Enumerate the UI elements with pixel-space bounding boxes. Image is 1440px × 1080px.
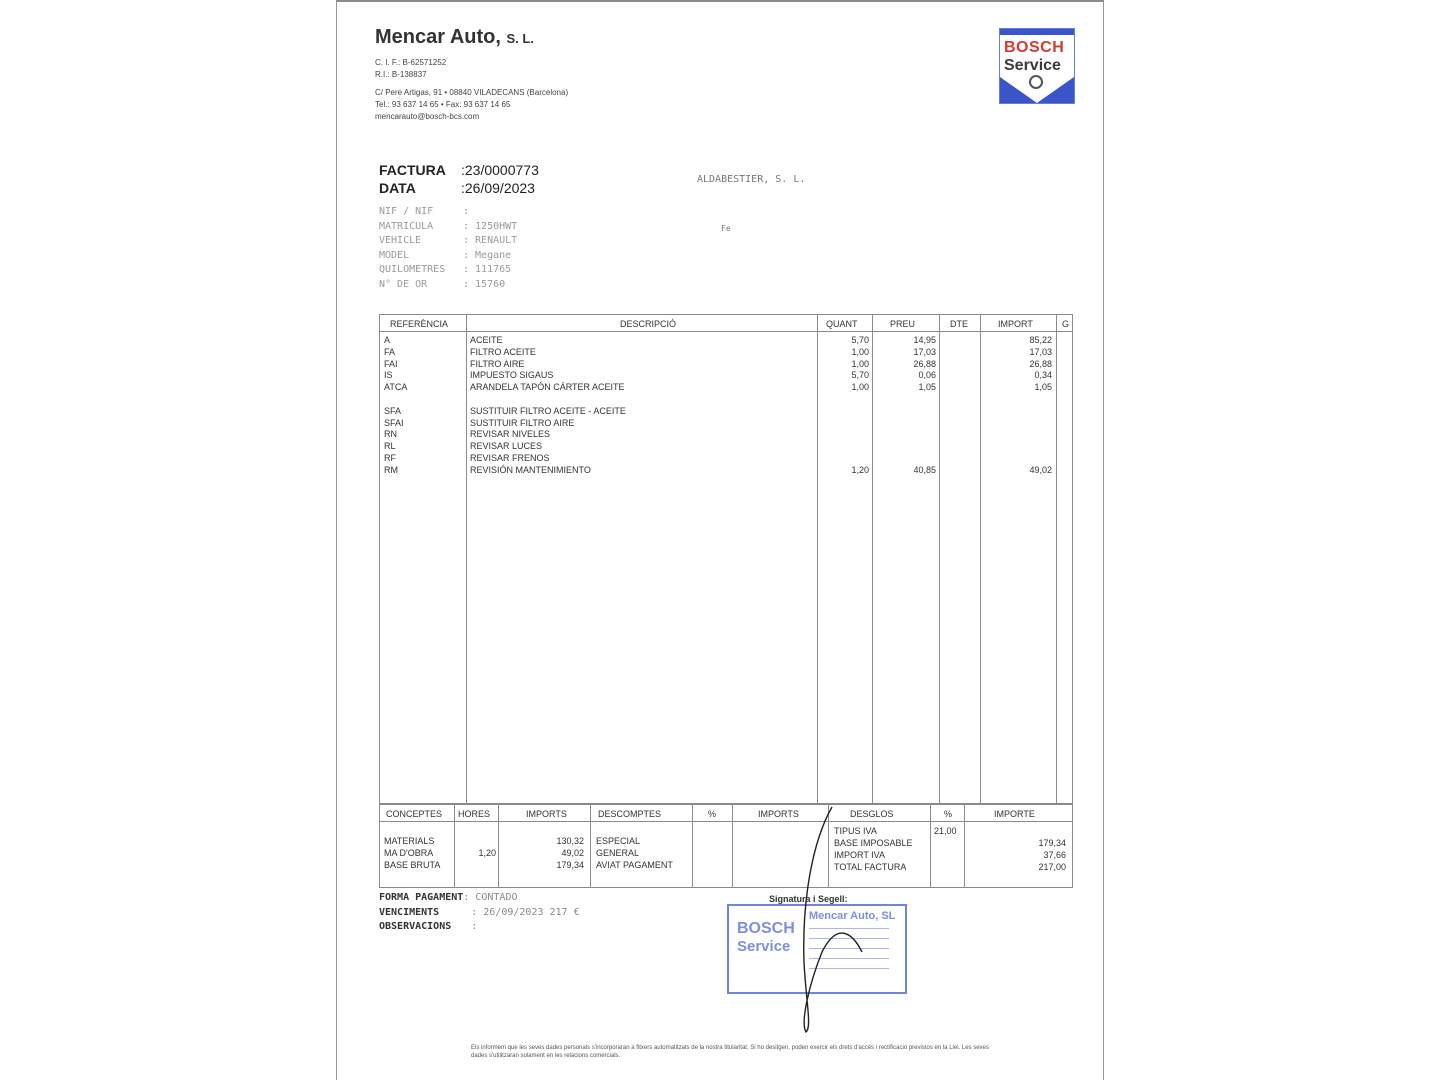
concepte-base-bruta: BASE BRUTA <box>384 860 441 870</box>
bosch-service-logo <box>999 28 1075 104</box>
item-import: 17,03 <box>1029 346 1052 357</box>
company-suffix: S. L. <box>506 31 534 46</box>
signature-label: Signatura i Segell: <box>769 894 848 904</box>
vehicle-label: NIF / NIF <box>379 206 434 217</box>
conceptes-list <box>384 835 440 871</box>
item-ref: SFA <box>384 405 402 416</box>
stamp-service: Service <box>737 938 791 955</box>
item-desc: SUSTITUIR FILTRO AIRE <box>470 417 575 428</box>
vehicle-value: : 111765 <box>463 264 512 276</box>
forma-label: FORMA PAGAMENT <box>379 892 464 903</box>
company-address: C/ Pere Artigas, 91 • 08840 VILADECANS (Barcelona) <box>375 88 569 97</box>
item-price: 40,85 <box>913 464 936 475</box>
item-qty: 1,00 <box>851 358 869 369</box>
importe-base: 179,34 <box>1038 838 1066 848</box>
vehicle-row <box>379 279 505 290</box>
item-ref: RL <box>384 441 396 452</box>
iva-pct: 21,00 <box>934 826 957 836</box>
invoice-page <box>336 0 1104 1080</box>
vehicle-value: : <box>463 206 470 217</box>
item-price: 17,03 <box>913 346 936 357</box>
logo-stripe <box>1000 29 1074 35</box>
col-divider <box>817 315 818 803</box>
descompte-general: GENERAL <box>596 848 640 858</box>
item-import: 1,05 <box>1034 382 1052 393</box>
item-desc: IMPUESTO SIGAUS <box>470 370 554 381</box>
payment-obs <box>379 921 477 932</box>
company-cif: C. I. F.: B-62571252 <box>375 58 447 67</box>
item-desc: ACEITE <box>470 335 503 345</box>
company-phone: Tel.: 93 637 14 65 • Fax: 93 637 14 65 <box>375 100 511 109</box>
vehicle-row <box>379 206 469 217</box>
item-price: 1,05 <box>918 382 936 393</box>
importe-list <box>980 837 1066 873</box>
tot-header-importe: IMPORTE <box>994 809 1035 819</box>
item-qty: 1,20 <box>851 464 869 475</box>
desglos-import-iva: IMPORT IVA <box>834 850 886 860</box>
vehicle-row <box>379 250 511 261</box>
import-materials: 130,32 <box>556 836 584 846</box>
tot-header-desglos: DESGLOS <box>850 809 894 819</box>
vehicle-row <box>379 264 511 275</box>
import-ma-obra: 49,02 <box>561 848 584 858</box>
item-qty: 5,70 <box>851 335 869 345</box>
col-divider <box>872 315 873 803</box>
tot-header-descomptes: DESCOMPTES <box>598 809 662 819</box>
tot-header-imports: IMPORTS <box>526 809 567 819</box>
item-ref: IS <box>384 370 393 381</box>
item-import: 49,02 <box>1029 464 1052 475</box>
item-desc: REVISAR NIVELES <box>470 429 551 440</box>
obs-value: : <box>471 921 478 932</box>
table-header-divider <box>380 331 1072 332</box>
client-field: Fe <box>721 224 731 233</box>
tot-divider <box>732 805 733 887</box>
data-value: :26/09/2023 <box>461 180 535 196</box>
vehicle-value: : RENAULT <box>463 235 518 247</box>
totals-header-divider <box>380 821 1072 822</box>
item-ref: RM <box>384 464 398 475</box>
item-ref: A <box>384 335 391 345</box>
company-email: mencarauto@bosch-bcs.com <box>375 112 480 121</box>
vehicle-label: VEHICLE <box>379 235 422 247</box>
logo-emblem-icon <box>1029 75 1043 89</box>
header-import: IMPORT <box>998 319 1033 329</box>
vehicle-row <box>379 221 517 232</box>
item-desc: REVISAR LUCES <box>470 441 543 452</box>
venc-label: VENCIMENTS <box>379 907 440 918</box>
payment-forma <box>379 892 517 903</box>
tot-divider <box>590 805 591 887</box>
concepte-materials: MATERIALS <box>384 836 435 846</box>
item-ref: FA <box>384 346 396 357</box>
logo-brand: BOSCH <box>1004 39 1065 56</box>
item-ref: ATCA <box>384 382 408 393</box>
vehicle-label: N° DE OR <box>379 279 428 290</box>
vehicle-label: MODEL <box>379 249 410 261</box>
header-qty: QUANT <box>826 319 858 329</box>
item-desc: REVISAR FRENOS <box>470 453 550 463</box>
item-desc: ARANDELA TAPÓN CÁRTER ACEITE <box>470 382 625 393</box>
item-price: 14,95 <box>913 335 936 345</box>
vehicle-value: : 15760 <box>463 279 506 290</box>
item-ref: RN <box>384 429 397 440</box>
item-price: 0,06 <box>918 370 936 381</box>
handwritten-signature <box>792 802 872 1042</box>
tot-header-pct2: % <box>944 809 953 819</box>
importe-iva: 37,66 <box>1043 850 1066 860</box>
factura-value: :23/0000773 <box>461 162 539 178</box>
logo-service: Service <box>1004 57 1061 74</box>
imports-list <box>502 835 584 871</box>
header-dte: DTE <box>950 319 968 329</box>
vehicle-value: : Megane <box>463 249 512 261</box>
stamp-brand: BOSCH <box>737 920 795 937</box>
header-ref: REFERÈNCIA <box>390 319 449 329</box>
obs-label: OBSERVACIONS <box>379 921 452 932</box>
item-ref: FAI <box>384 358 398 369</box>
concepte-ma-obra: MA D'OBRA <box>384 848 434 858</box>
col-divider <box>1056 315 1057 803</box>
item-desc: REVISIÓN MANTENIMIENTO <box>470 464 591 475</box>
venc-value: : 26/09/2023 217 € <box>471 907 580 918</box>
vehicle-value: : 1250HWT <box>463 220 518 232</box>
legal-footer: Els informem que les seves dades personals s'incorporaran a fitxers automatitzats de la nostra titularitat. Si ho desitgen, poden exercir els drets d'accés i rectificació previstos en la Llei. Les seves dades s'utilitzaran solament en les relacions comercials. <box>471 1045 989 1059</box>
header-price: PREU <box>890 319 916 329</box>
item-qty: 5,70 <box>851 370 869 381</box>
totals-table <box>379 804 1073 888</box>
col-divider <box>939 315 940 803</box>
tot-divider <box>964 805 965 887</box>
vehicle-row <box>379 235 517 246</box>
tot-header-conceptes: CONCEPTES <box>386 809 443 819</box>
desglos-total: TOTAL FACTURA <box>834 862 907 872</box>
item-qty: 1,00 <box>851 346 869 357</box>
item-price: 26,88 <box>913 358 936 369</box>
data-label: DATA <box>379 180 416 196</box>
item-desc: SUSTITUIR FILTRO ACEITE - ACEITE <box>470 405 626 416</box>
tot-divider <box>498 805 499 887</box>
importe-total: 217,00 <box>1038 862 1066 872</box>
vehicle-label: QUILOMETRES <box>379 264 446 276</box>
import-base-bruta: 179,34 <box>556 860 584 870</box>
item-import: 85,22 <box>1029 335 1052 345</box>
stamp-name: Mencar Auto, SL <box>809 910 896 922</box>
item-qty: 1,00 <box>851 382 869 393</box>
tot-divider <box>454 805 455 887</box>
header-desc: DESCRIPCIÓ <box>620 319 677 329</box>
tot-header-hores: HORES <box>458 809 491 819</box>
tot-header-pct: % <box>708 809 717 819</box>
descompte-aviat: AVIAT PAGAMENT <box>596 860 673 870</box>
forma-value: : CONTADO <box>463 892 518 903</box>
col-divider <box>980 315 981 803</box>
header-extra: G <box>1062 319 1070 329</box>
item-ref: SFAI <box>384 417 404 428</box>
tot-divider <box>692 805 693 887</box>
descompte-especial: ESPECIAL <box>596 836 641 846</box>
tot-header-imports2: IMPORTS <box>758 809 799 819</box>
tot-divider <box>930 805 931 887</box>
vehicle-label: MATRICULA <box>379 220 434 232</box>
item-desc: FILTRO AIRE <box>470 358 525 369</box>
item-ref: RF <box>384 453 396 463</box>
payment-venc <box>379 907 580 918</box>
item-desc: FILTRO ACEITE <box>470 346 536 357</box>
client-name: ALDABESTIER, S. L. <box>697 174 806 185</box>
company-name-text: Mencar Auto, <box>375 26 501 48</box>
descomptes-list <box>596 835 673 871</box>
item-import: 26,88 <box>1029 358 1052 369</box>
hores-value: 1,20 <box>478 848 496 858</box>
col-divider <box>466 315 467 803</box>
desglos-base: BASE IMPOSABLE <box>834 838 913 848</box>
items-table <box>379 314 1073 804</box>
item-import: 0,34 <box>1034 370 1052 381</box>
desglos-tipus-iva: TIPUS IVA <box>834 826 877 836</box>
company-name <box>375 26 534 49</box>
company-rm: R.I.: B-138837 <box>375 70 427 79</box>
factura-label: FACTURA <box>379 162 446 178</box>
